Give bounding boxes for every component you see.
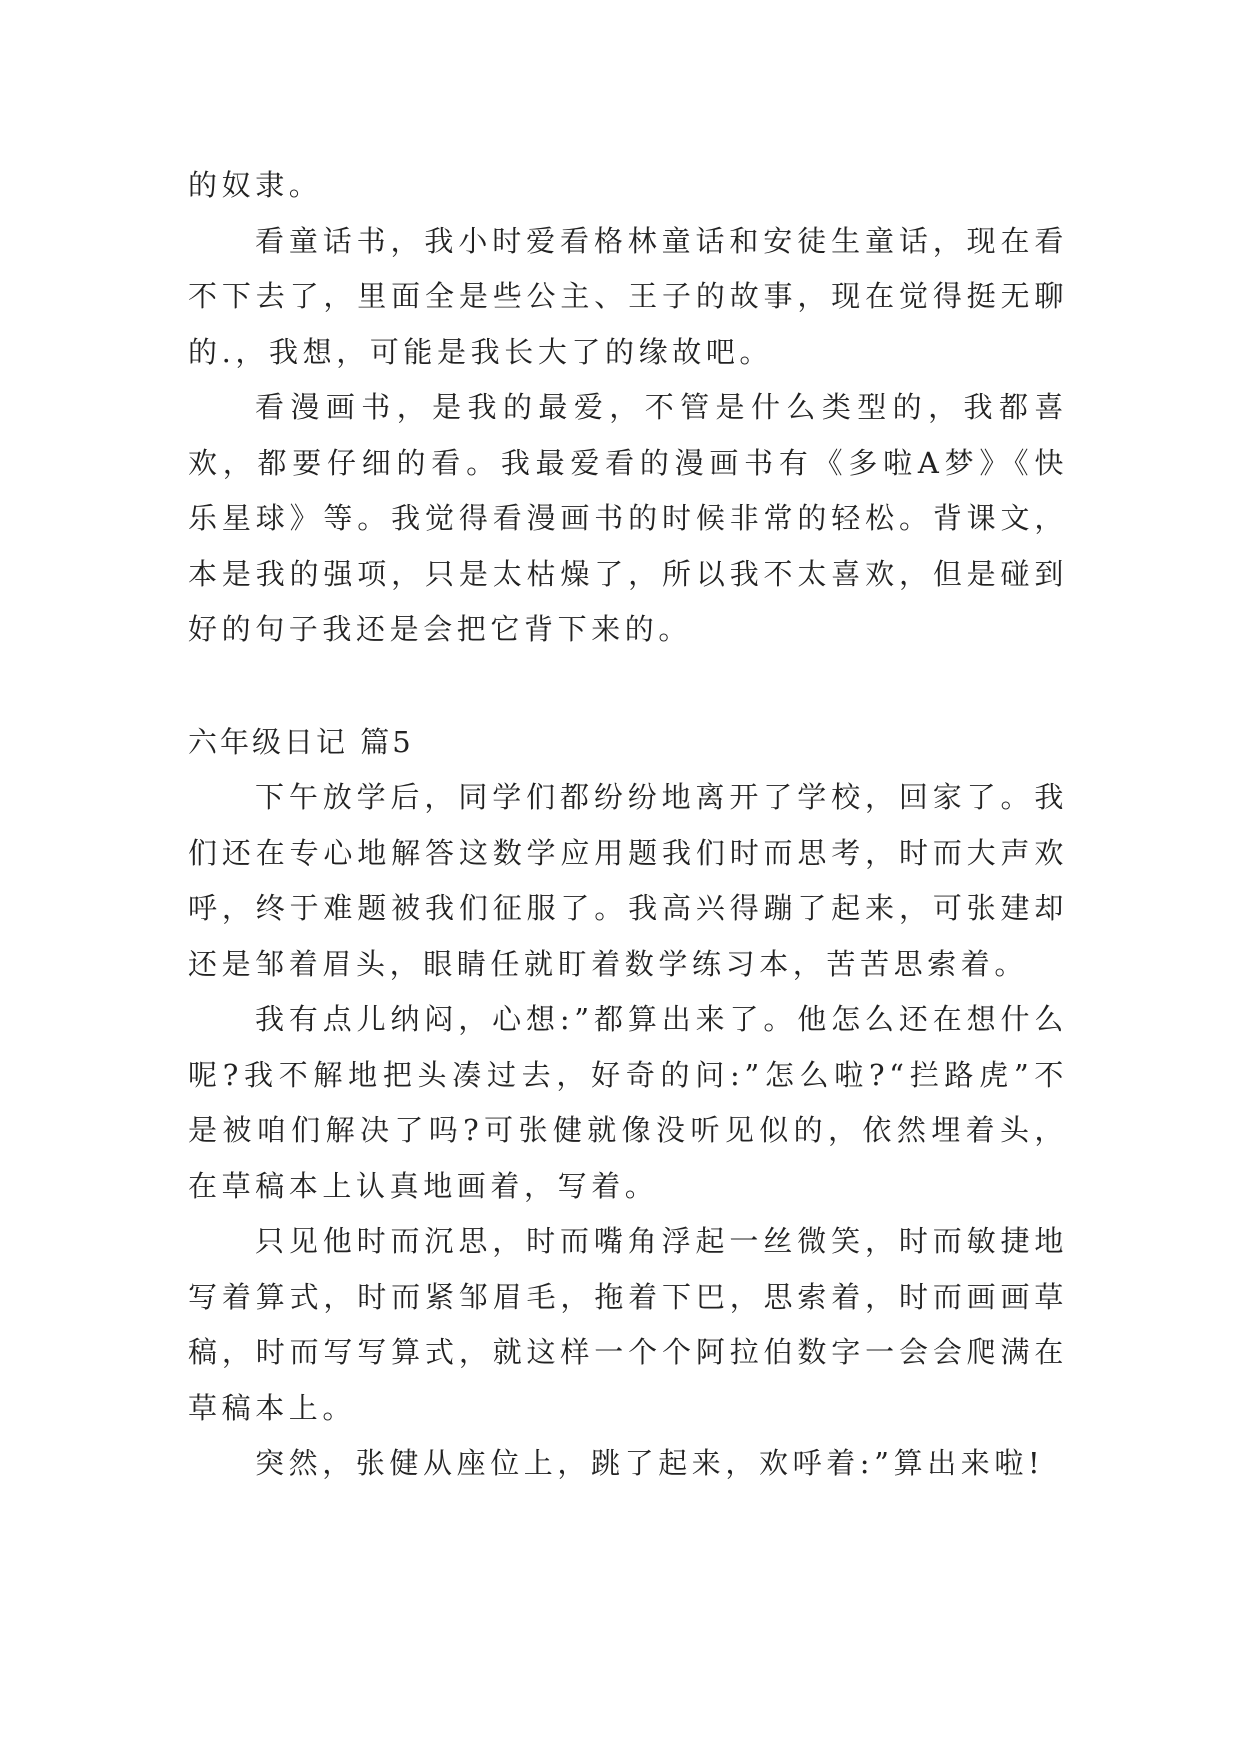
paragraph-fairy-tales: 看童话书，我小时爱看格林童话和安徒生童话，现在看不下去了，里面全是些公主、王子的故事，现在觉得挺无聊的.，我想，可能是我长大了的缘故吧。 bbox=[188, 223, 1068, 369]
paragraph-puzzled: 我有点儿纳闷，心想:”都算出来了。他怎么还在想什么呢?我不解地把头凑过去，好奇的问:”怎么啦?“拦路虎”不是被咱们解决了吗?可张健就像没听见似的，依然埋着头，在草稿本上认真地画着，写着。 bbox=[188, 1002, 1068, 1203]
paragraph-thinking: 只见他时而沉思，时而嘴角浮起一丝微笑，时而敏捷地写着算式，时而紧邹眉毛，拖着下巴，思索着，时而画画草稿，时而写写算式，就这样一个个阿拉伯数字一会会爬满在草稿本上。 bbox=[188, 1224, 1068, 1425]
section-title: 六年级日记 篇5 bbox=[188, 724, 414, 759]
paragraph-continuation: 的奴隶。 bbox=[188, 168, 323, 202]
paragraph-after-school: 下午放学后，同学们都纷纷地离开了学校，回家了。我们还在专心地解答这数学应用题我们时而思考，时而大声欢呼，终于难题被我们征服了。我高兴得蹦了起来，可张建却还是邹着眉头，眼睛任就盯着数学练习本，苦苦思索着。 bbox=[188, 780, 1068, 981]
paragraph-suddenly: 突然，张健从座位上，跳了起来，欢呼着:”算出来啦! bbox=[255, 1446, 1045, 1480]
section-spacer bbox=[188, 658, 1068, 715]
document-body bbox=[188, 158, 1068, 1492]
paragraph-comics: 看漫画书，是我的最爱，不管是什么类型的，我都喜欢，都要仔细的看。我最爱看的漫画书有《多啦A梦》《快乐星球》等。我觉得看漫画书的时候非常的轻松。背课文，本是我的强项，只是太枯燥了，所以我不太喜欢，但是碰到好的句子我还是会把它背下来的。 bbox=[188, 390, 1068, 646]
